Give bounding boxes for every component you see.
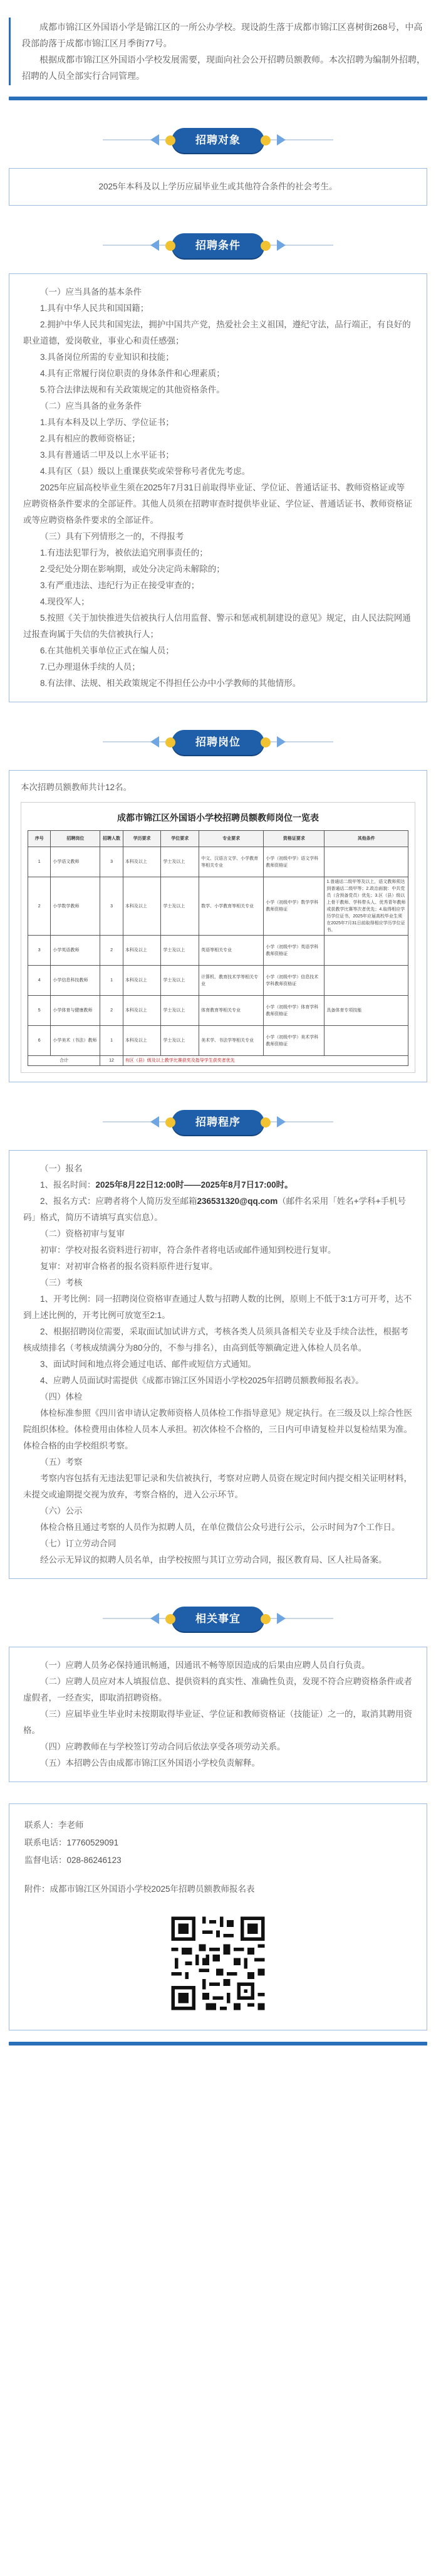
col-header: 专业要求 [199,831,264,847]
positions-table [28,830,408,1066]
arrow-left-icon [150,736,159,747]
note-line: （三）应届毕业生毕业时未按期取得毕业证、学位证和教师资格证（技能证）之一的，取消其聘用资格。 [23,1709,412,1735]
bottom-spacer [9,2059,427,2063]
table-row [28,996,408,1026]
procedure-tail: （邮件名采用「姓名+学科+手机号码」格式，简历不请填写真实信息）。 [23,1196,407,1222]
table-cell: 小学信息科技教师 [51,966,100,996]
note-line: （五）本招聘公告由成都市锦江区外国语小学校负责解释。 [40,1758,260,1768]
table-row [28,936,408,966]
table-cell: 6 [28,1026,51,1056]
table-cell: 1 [100,1026,123,1056]
table-cell: 3 [100,847,123,877]
col-header: 招聘岗位 [51,831,100,847]
arrow-left-icon [150,240,159,251]
table-cell: 英语等相关专业 [199,936,264,966]
condition-line: 1.有违法犯罪行为，被依法追究刑事责任的； [40,548,208,557]
condition-line: 2.拥护中华人民共和国宪法，拥护中国共产党，热爱社会主义祖国，遵纪守法，品行端正，有良好的职业道德，爱岗敬业，事业心和责任感强； [23,320,411,346]
table-cell: 1 [100,966,123,996]
table-cell: 2 [100,936,123,966]
table-cell: 本科及以上 [123,1026,161,1056]
procedure-line: （五）考察 [40,1457,83,1467]
col-header: 学历要求 [123,831,161,847]
procedure-line: 3、面试时间和地点将会通过电话、邮件或短信方式通知。 [40,1359,257,1369]
procedure-line: 体检标准参照《四川省申请认定教师资格人员体检工作指导意见》规定执行。在三级及以上综合性医院组织体检。体检费用由体检人员本人承担。初次体检不合格的，三日内可申请复检并以复检结果为准。体检合格的由学校组织考察。 [23,1408,412,1450]
procedure-line: 经公示无异议的拟聘人员名单，由学校按照与其订立劳动合同，报区教育局、区人社局备案。 [40,1555,387,1565]
col-header: 序号 [28,831,51,847]
intro-paragraph-2: 根据成都市锦江区外国语小学校发展需要，现面向社会公开招聘员额教师。本次招聘为编制外招聘，招聘的人员全部实行合同管理。 [22,55,425,81]
procedure-line: 考察内容包括有无违法犯罪记录和失信被执行，考察对应聘人员资在规定时间内提交相关证明材料，未提交或逾期提交视为放弃，考察合格的，进入公示环节。 [23,1474,412,1499]
registration-email: 236531320@qq.com [197,1196,278,1206]
procedure-line [23,1193,413,1226]
positions-box [9,770,427,1082]
table-cell [324,1026,408,1056]
table-cell: 小学英语教师 [51,936,100,966]
table-cell: 小学（初级中学）数学学科教师资格证 [264,877,324,936]
table-cell: 4 [28,966,51,996]
table-cell: 中文、汉语言文学、小学教育等相关专业 [199,847,264,877]
table-cell: 体育教育等相关专业 [199,996,264,1026]
arrow-right-icon [277,240,286,251]
table-cell: 1.普通话二级甲等及以上，语文教师须达到普通话二级甲等；2.政治面貌：中共党员（含预备党员）优先；3.区（县）级以上骨干教师、学科带头人、优秀青年教师或获教学比赛等次者优先；4.取得相应学历学位证书，2025年应届高校毕业生须在2025年7月31日前取得相应学历学位证书。 [324,877,408,936]
qr-code-icon[interactable] [168,1913,268,2014]
procedure-box [9,1150,427,1579]
table-cell: 小学（初级中学）体育学科教师资格证 [264,996,324,1026]
procedure-label: 2、报名方式：应聘者将个人简历发至邮箱 [40,1196,197,1206]
notes-box [9,1647,427,1782]
procedure-line: 初审：学校对报名资料进行初审，符合条件者将电话或邮件通知到校进行复审。 [40,1245,336,1255]
condition-line: 2025年应届高校毕业生须在2025年7月31日前取得毕业证、学位证、普通话证书、教师资格证或等应聘资格条件要求的全部证件。其他人员须在招聘审查时提供毕业证、学位证、普通话证书、教师资格证或等应聘资格条件要求的全部证件。 [23,483,412,525]
supervise-phone-value[interactable]: 028-86246123 [66,1855,122,1865]
target-box [9,168,427,206]
section-header-procedure [9,1097,427,1148]
attachment-link[interactable]: 附件：成都市锦江区外国语小学校2025年招聘员额教师报名表 [24,1884,255,1894]
supervise-phone [24,1852,412,1869]
condition-line: 5.按照《关于加快推进失信被执行人信用监督、警示和惩戒机制建设的意见》规定，由人民法院网通过报查询属于失信的失信被执行人； [23,613,411,639]
section-header-target [9,115,427,166]
table-cell: 小学数学教师 [51,877,100,936]
table-cell: 本科及以上 [123,966,161,996]
table-cell: 本科及以上 [123,847,161,877]
positions-sheet [21,802,415,1073]
table-cell [324,966,408,996]
table-cell: 5 [28,996,51,1026]
table-cell: 小学语文教师 [51,847,100,877]
condition-line: （一）应当具备的基本条件 [40,287,142,297]
supervise-phone-label: 监督电话： [24,1855,67,1865]
table-cell: 3 [28,936,51,966]
table-cell: 学士及以上 [161,996,199,1026]
total-label: 合计 [28,1056,100,1066]
procedure-label: 1、报名时间： [40,1180,96,1190]
positions-caption: 本次招聘员额教师共计12名。 [21,783,132,792]
col-header: 招聘人数 [100,831,123,847]
contact-person-value: 李老师 [58,1820,84,1830]
registration-time: 2025年8月22日12:00时——2025年8月7日17:00时。 [95,1180,293,1190]
condition-line: 3.有严重违法、违纪行为正在接受审查的； [40,581,200,590]
target-text: 2025年本科及以上学历应届毕业生或其他符合条件的社会考生。 [98,182,338,191]
section-title-target: 招聘对象 [172,128,264,153]
procedure-line: 2、根据招聘岗位需要，采取面试加试讲方式，考核各类人员须具备相关专业及手续合法性，根据考核成绩排名（考核成绩满分为80分的，不参与排名），由高到低等额确定进入体检人员名单。 [23,1327,409,1353]
table-cell: 本科及以上 [123,877,161,936]
arrow-left-icon [150,1613,159,1624]
procedure-line: （三）考核 [40,1278,83,1287]
table-total-row [28,1056,408,1066]
table-cell: 小学（初级中学）信息技术学科教师资格证 [264,966,324,996]
conditions-box [9,273,427,702]
intro-divider [9,97,427,100]
bottom-divider [9,2042,427,2045]
condition-line: 4.现役军人； [40,597,90,606]
procedure-line: （二）资格初审与复审 [40,1229,125,1238]
arrow-right-icon [277,736,286,747]
intro-paragraph-1: 成都市锦江区外国语小学是锦江区的一所公办学校。现设韵生落于成都市锦江区喜树街268号，中高段部韵落于成都市锦江区月季街77号。 [22,22,423,48]
contact-phone-label: 联系电话： [24,1838,67,1847]
section-header-conditions [9,221,427,271]
table-cell: 2 [28,877,51,936]
condition-line: 1.具有中华人民共和国国籍； [40,304,149,313]
procedure-line: 4、应聘人员面试时需提供《成都市锦江区外国语小学校2025年招聘员额教师报名表》。 [40,1376,364,1385]
note-line: （一）应聘人员务必保持通讯畅通，因通讯不畅等原因造成的后果由应聘人员自行负责。 [40,1660,370,1670]
table-cell: 小学体育与健康教师 [51,996,100,1026]
table-cell: 小学（初级中学）语文学科教师资格证 [264,847,324,877]
table-cell: 美术学、书法学等相关专业 [199,1026,264,1056]
condition-line: 4.具有正常履行岗位职责的身体条件和心理素质； [40,369,225,378]
table-cell: 学士及以上 [161,966,199,996]
table-cell: 计算机、教育技术学等相关专业 [199,966,264,996]
condition-line: （二）应当具备的业务条件 [40,401,142,411]
section-header-notes [9,1594,427,1644]
condition-line: 4.具有区（县）级以上重课获奖或荣誉称号者优先考虑。 [40,467,251,476]
section-title-conditions: 招聘条件 [172,233,264,258]
col-header: 其他条件 [324,831,408,847]
table-cell: 小学（初级中学）英语学科教师资格证 [264,936,324,966]
section-title-positions: 招聘岗位 [172,730,264,755]
contact-phone-value[interactable]: 17760529091 [66,1838,119,1847]
condition-line: 3.具有普通话二甲及以上水平证书； [40,450,174,460]
arrow-right-icon [277,1613,286,1624]
arrow-right-icon [277,1116,286,1127]
qr-code-graphic [168,1913,268,2014]
arrow-right-icon [277,134,286,145]
table-cell: 本科及以上 [123,936,161,966]
contact-phone [24,1834,412,1852]
table-cell: 小学（初级中学）美术学科教师资格证 [264,1026,324,1056]
table-note: 有区（县）级及以上教学比赛获奖及指导学生获奖者优先 [123,1056,408,1066]
arrow-left-icon [150,134,159,145]
procedure-line: 体检合格且通过考察的人员作为拟聘人员，在单位微信公众号进行公示，公示时间为7个工作日。 [40,1523,400,1532]
table-row [28,1026,408,1056]
procedure-line [23,1177,413,1193]
table-cell [324,847,408,877]
sheet-title: 成都市锦江区外国语小学校招聘员额教师岗位一览表 [117,814,319,823]
condition-line: 1.具有本科及以上学历、学位证书； [40,418,174,427]
total-value: 12 [100,1056,123,1066]
table-cell: 学士及以上 [161,936,199,966]
condition-line: 3.具备岗位所需的专业知识和技能； [40,352,174,362]
condition-line: 2.受纪处分期在影响期，或处分决定尚未解除的； [40,564,225,574]
condition-line: 5.符合法律法规和有关政策规定的其他资格条件。 [40,385,225,394]
intro-block [9,18,427,85]
section-title-procedure: 招聘程序 [172,1110,264,1135]
table-cell [324,936,408,966]
procedure-line: （六）公示 [40,1506,83,1516]
condition-line: 6.在其他机关事单位正式在编人员； [40,646,174,655]
condition-line: 8.有法律、法规、相关政策规定不得担任公办中小学教师的其他情形。 [40,678,301,688]
note-line: （四）应聘教师在与学校签订劳动合同后依法享受各项劳动关系。 [40,1742,286,1751]
condition-line: 7.已办理退休手续的人员； [40,662,140,672]
section-header-positions [9,717,427,768]
table-cell: 1 [28,847,51,877]
col-header: 学位要求 [161,831,199,847]
table-cell: 数学、小学教育等相关专业 [199,877,264,936]
table-cell: 学士及以上 [161,1026,199,1056]
table-cell: 3 [100,877,123,936]
procedure-line: 复审：对初审合格者的报名资料原件进行复审。 [40,1262,218,1271]
table-row [28,847,408,877]
section-title-notes: 相关事宜 [172,1607,264,1632]
table-row [28,877,408,936]
arrow-left-icon [150,1116,159,1127]
table-cell: 2 [100,996,123,1026]
table-header-row [28,831,408,847]
table-cell: 本科及以上 [123,996,161,1026]
procedure-line: （四）体检 [40,1392,83,1401]
contact-person [24,1817,412,1834]
procedure-line: 1、开考比例：同一招聘岗位资格审查通过人数与招聘人数的比例，原则上不低于3:1方可开考，达不到上述比例的，开考比例可放宽至2:1。 [23,1294,412,1320]
table-cell: 小学美术（书法）教师 [51,1026,100,1056]
table-row [28,966,408,996]
table-cell: 学士及以上 [161,877,199,936]
contact-box [9,1803,427,2030]
procedure-line: （一）报名 [40,1164,83,1173]
col-header: 资格证要求 [264,831,324,847]
condition-line: 2.具有相应的教师资格证； [40,434,140,443]
table-cell: 具备体育专项技能 [324,996,408,1026]
contact-person-label: 联系人： [24,1820,58,1830]
table-cell: 学士及以上 [161,847,199,877]
condition-line: （三）具有下列情形之一的，不得报考 [40,532,184,541]
procedure-line: （七）订立劳动合同 [40,1539,117,1548]
note-line: （二）应聘人员应对本人填报信息、提供资料的真实性、准确性负责，发现不符合应聘资格条件或者虚假者，一经查实，即取消招聘资格。 [23,1677,412,1702]
